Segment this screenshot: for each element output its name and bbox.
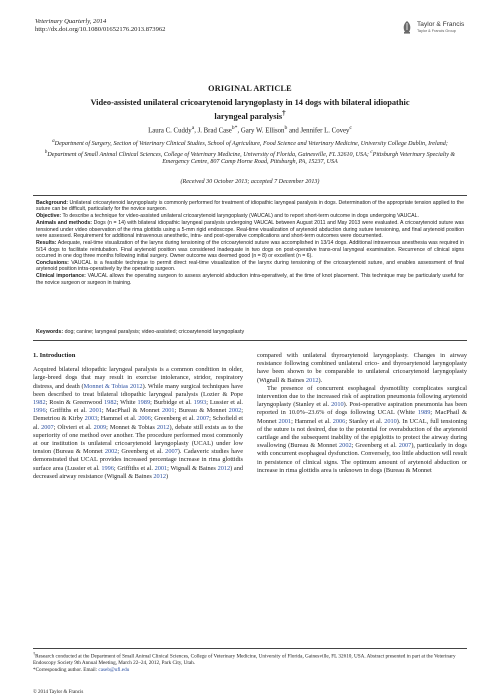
affiliation-c: Pittsburgh Veterinary Specialty & Emergency Centre, 807 Camp Horne Road, Pittsburgh, PA, 15237, USA [162, 151, 456, 166]
abstract-objective-text: To describe a technique for video-assisted unilateral cricoarytenoid laryngoplasty (VAUCAL) and to report short-term outcome in dogs undergoing VAUCAL. [61, 213, 419, 220]
title-footnote-mark[interactable]: † [282, 109, 286, 117]
citation-link[interactable]: 2003 [84, 415, 98, 423]
citation-link[interactable]: 1982 [33, 399, 46, 407]
citation-link[interactable]: 2001 [278, 417, 292, 425]
abstract-conclusions-label: Conclusions: [36, 260, 69, 267]
body-text: ; Wignall & Baines [167, 464, 218, 472]
body-text: ; Griffiths et al. [113, 464, 155, 472]
abstract-methods [36, 220, 464, 239]
affiliations [40, 138, 460, 167]
body-text: Acquired bilateral idiopathic laryngeal paralysis is a common condition in older, large-breed dogs that may result in exercise intolerance, stridor, respiratory distress, and death ( [33, 366, 243, 390]
body-text: ) [165, 472, 169, 480]
doi-link[interactable]: http://dx.doi.org/10.1080/01652176.2013.873962 [35, 26, 166, 34]
journal-citation: Veterinary Quarterly, 2014 [35, 18, 107, 25]
citation-link[interactable]: 1982 [104, 399, 117, 407]
body-text: ; Olivieri et al. [53, 423, 94, 431]
citation-link[interactable]: 1993 [193, 399, 207, 407]
abstract-bottom-rule [33, 340, 467, 341]
citation-link[interactable]: 2006 [332, 417, 346, 425]
abstract-clinical-text: VAUCAL allows the operating surgeon to assess arytenoid abduction intra-operatively, at the time of knot placement. This technique may be particularly useful for the novice surgeon or surgeon in training. [36, 273, 464, 286]
intro-paragraph-1-continued [257, 352, 467, 385]
body-text: ; Greenberg et al. [351, 442, 399, 450]
affiliation-a: Department of Surgery, Section of Veterinary Clinical Studies, School of Agriculture, Food Science and Veterinary Medicine, University College Dublin, Ireland; [54, 141, 448, 148]
author-name[interactable]: J. Brad Case [197, 127, 232, 135]
citation-link[interactable]: 2010 [384, 417, 397, 425]
footnote-corresponding [33, 667, 467, 674]
author-separator: and [287, 127, 301, 135]
body-text: ; MacPhail & Monnet [101, 407, 162, 415]
abstract-top-rule [33, 195, 467, 196]
citation-link[interactable]: 2001 [89, 407, 102, 415]
publisher-lamp-icon [400, 20, 414, 34]
abstract-clinical-label: Clinical importance: [36, 273, 86, 280]
author-name[interactable]: Gary W. Ellison [240, 127, 285, 135]
body-text: ; Bureau & Monnet [174, 407, 229, 415]
corresponding-email-link[interactable]: caseb@ufl.edu [98, 666, 130, 673]
abstract [36, 200, 464, 287]
abstract-conclusions [36, 260, 464, 273]
body-text: ; Schofield et al. [33, 415, 243, 431]
body-text: ; Griffiths et al. [45, 407, 90, 415]
citation-link[interactable]: Monnet & Tobias 2012 [83, 382, 143, 390]
abstract-results [36, 240, 464, 259]
abstract-background [36, 200, 464, 213]
body-text: ). Post-operative aspiration pneumonia has been reported in 10.0%–23.6% of dogs following UCAL (White [257, 401, 467, 417]
corresponding-label: *Corresponding author. Email: [33, 666, 99, 673]
running-head [35, 18, 165, 35]
citation-link[interactable]: 2002 [104, 448, 118, 456]
article-type: ORIGINAL ARTICLE [208, 84, 292, 93]
abstract-methods-label: Animals and methods: [36, 220, 92, 227]
citation-link[interactable]: 2001 [161, 407, 175, 415]
copyright-notice: © 2014 Taylor & Francis [33, 690, 84, 695]
body-text: ). In UCAL, full tensioning of the suture is not desired, due to the potential for overabduction of the arytenoid cartilage and the subsequent inability of the epiglottis to protect the airway during swallowing (Bureau & Monnet [257, 417, 467, 450]
citation-link[interactable]: 2012 [305, 376, 319, 384]
abstract-results-text: Adequate, real-time visualization of the larynx during tensioning of the cricoarytenoid suture was accomplished in 13/14 dogs. Additional intravenous anesthesia was required in 5/14 dogs to facilitate reintubation. Final arytenoid position was considered inadequate in two dogs on post-operative trans-oral laryngeal examination. Recurrence of clinical signs occurred in one dog three months following initial surgery. Owner outcome was deemed good (n = 8) or excellent (n = 6). [36, 240, 464, 260]
citation-link[interactable]: 2006 [138, 415, 151, 423]
author-list [40, 125, 460, 134]
title-line-2-text: laryngeal paralysis [214, 111, 283, 121]
citation-link[interactable]: 2002 [228, 407, 242, 415]
abstract-methods-text: Dogs (n = 14) with bilateral idiopathic laryngeal paralysis undergoing VAUCAL between August 2011 and May 2013 were evaluated. A cricoarytenoid suture was tensioned under video observation of the rima glottidis using a 5-mm rigid endoscope. Real-time visualization of arytenoid abduction during suture tensioning, and final arytenoid position were assessed. Requirement for additional intravenous anesthetic, intra- and post-operative complications and short-term outcomes were documented. [36, 220, 464, 240]
affiliation-c-mark: c [370, 148, 373, 155]
body-text: ; Greenberg et al. [150, 415, 197, 423]
citation-link[interactable]: 2007 [398, 442, 412, 450]
citation-link[interactable]: 2009 [93, 423, 107, 431]
body-text: ; Burbidge et al. [150, 399, 194, 407]
abstract-results-label: Results: [36, 240, 57, 247]
title-line-1: Video-assisted unilateral cricoarytenoid laryngoplasty in 14 dogs with bilateral idiopathic [90, 98, 410, 107]
body-text: ; Hammel et al. [97, 415, 139, 423]
citation-link[interactable]: 2012 [156, 423, 170, 431]
publisher-subtitle: Taylor & Francis Group [417, 29, 456, 33]
abstract-conclusions-text: VAUCAL is a feasible technique to permit direct real-time visualization of the larynx during tensioning of the cricoarytenoid suture, and enables assessment of final arytenoid position intra-operatively by the operating surgeon. [36, 260, 464, 273]
footnote-research-mark: † [33, 651, 36, 656]
citation-link[interactable]: 1989 [137, 399, 151, 407]
abstract-objective [36, 213, 464, 219]
body-text: ; Monnet & Tobias [106, 423, 157, 431]
keywords-label: Keywords: [36, 329, 64, 335]
author-name[interactable]: Jennifer L. Covey [300, 127, 350, 135]
body-text: ), particularly in dogs with concurrent esophageal dysfunction. Conversely, too little abduction will result in persistence of clinical signs. The optimum amount of arytenoid abduction or increase in rima glottidis area is unknown in dogs (Bureau & Monnet [257, 442, 467, 474]
citation-link[interactable]: 2002 [339, 442, 352, 450]
body-text: ; Rosin & Greenwood [45, 399, 105, 407]
author-affiliation-mark: b [284, 125, 288, 131]
publisher-name: Taylor & Francis [417, 21, 465, 28]
keywords-text: dog; canine; laryngeal paralysis; video-assisted; cricoarytenoid laryngoplasty [63, 329, 245, 335]
body-text: ; Hammel et al. [291, 417, 333, 425]
intro-paragraph-1 [33, 366, 243, 481]
publisher-logo [400, 18, 470, 38]
citation-link[interactable]: 2007 [41, 423, 54, 431]
affiliation-a-mark: a [52, 138, 55, 144]
body-column-left [33, 352, 243, 481]
citation-link[interactable]: 1996 [101, 464, 114, 472]
body-text: ), debate still exists as to the superiority of one method over another. The procedure performed most commonly at our institution is unilateral cricoarytenoid laryngoplasty (UCAL) under low tension (Bureau & Monnet [33, 423, 243, 456]
citation-link[interactable]: 2012 [217, 464, 231, 472]
citation-link[interactable]: 2010 [331, 401, 344, 409]
footnotes [33, 648, 467, 673]
body-text: ; White [116, 399, 138, 407]
body-text: ; MacPhail & Monnet [257, 409, 467, 425]
footnote-research-text: Research conducted at the Department of Small Animal Clinical Sciences, College of Veterinary Medicine, University of Florida, Gainesville, FL 32610, USA. Abstract presented in part at the Veterinary Endoscopy Society 9th Annual Meeting, March 22–24, 2012, Park City, Utah. [33, 653, 456, 667]
abstract-background-label: Background: [36, 200, 68, 206]
author-name[interactable]: Laura C. Cuddy [148, 127, 192, 135]
title-line-2 [60, 108, 440, 122]
body-text: ). Cadaveric studies have demonstrated that UCAL provides increased percentage increase in rima glottidis surface area (Lussier et al. [33, 448, 243, 472]
body-text: ; Stanley et al. [345, 417, 385, 425]
citation-link[interactable]: 2012 [153, 472, 166, 480]
affiliation-b: Department of Small Animal Clinical Sciences, College of Veterinary Medicine, University of Florida, Gainesville, FL 32610, USA; [47, 151, 371, 158]
citation-link[interactable]: 2007 [165, 448, 178, 456]
body-column-right [257, 352, 467, 475]
footnote-rule [33, 648, 467, 649]
body-text: ) and decreased airway resistance (Wignall & Baines [33, 464, 244, 480]
body-text: ; Demetriou & Kirby [33, 407, 244, 423]
author-affiliation-mark: a [191, 125, 195, 131]
author-affiliation-mark: b [231, 125, 235, 131]
author-separator: , [237, 127, 241, 135]
intro-paragraph-2 [257, 385, 467, 475]
body-text: compared with unilateral thyroarytenoid laryngoplasty. Changes in airway resistance following combined unilateral crico- and thyroarytenoid laryngoplasty have been shown to be comparable to unilateral cricoarytenoid laryngoplasty (Wignall & Baines [257, 352, 467, 384]
citation-link[interactable]: 2007 [196, 415, 210, 423]
author-affiliation-mark: c [349, 125, 352, 131]
body-text: ). [318, 376, 323, 384]
citation-link[interactable]: 1996 [33, 407, 46, 415]
body-text: The presence of concurrent esophageal dysmotility complicates surgical intervention due to the increased risk of aspiration pneumonia following arytenoid laryngoplasty (Stanley et al. [257, 384, 467, 409]
body-text: ). While many surgical techniques have been described to treat bilateral idiopathic laryngeal paralysis (Lozier & Pope [33, 382, 244, 398]
keywords [36, 329, 464, 335]
abstract-objective-label: Objective: [36, 213, 62, 220]
body-text: ; Greenberg et al. [117, 448, 166, 456]
author-separator: , [194, 127, 198, 135]
affiliation-b-mark: b [44, 148, 48, 155]
abstract-clinical-importance [36, 273, 464, 286]
body-text: ; Lussier et al. [206, 399, 243, 407]
footnote-research [33, 651, 467, 667]
received-dates: (Received 30 October 2013; accepted 7 December 2013) [180, 179, 320, 185]
citation-link[interactable]: 1989 [417, 409, 431, 417]
section-heading-introduction: 1. Introduction [33, 352, 76, 359]
abstract-background-text: Unilateral cricoarytenoid laryngoplasty is commonly performed for treatment of idiopathic laryngeal paralysis in dogs. Determination of the appropriate tension applied to the suture can be difficult, particularly for the novice surgeon. [36, 200, 464, 213]
article-title [60, 97, 440, 122]
corresponding-author-mark: * [234, 125, 238, 131]
citation-link[interactable]: 2001 [154, 464, 168, 472]
